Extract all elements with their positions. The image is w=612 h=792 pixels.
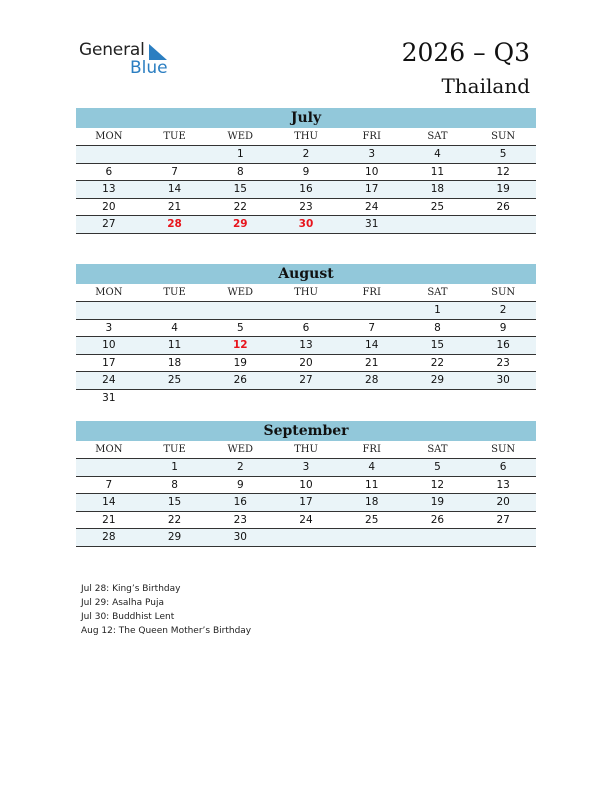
day-cell: 3 xyxy=(339,146,405,164)
day-cell: 14 xyxy=(76,494,142,512)
calendar-grid xyxy=(76,441,536,547)
day-cell: 24 xyxy=(76,372,142,390)
day-cell: 19 xyxy=(207,355,273,373)
day-cell: 26 xyxy=(470,199,536,217)
weekday-header: SAT xyxy=(405,128,471,146)
day-cell: 14 xyxy=(142,181,208,199)
period-title: 2026 – Q3 xyxy=(401,38,530,67)
day-cell: 8 xyxy=(207,164,273,182)
day-cell: 20 xyxy=(76,199,142,217)
day-cell: 14 xyxy=(339,337,405,355)
day-cell: 28 xyxy=(76,529,142,547)
month-september xyxy=(76,421,536,547)
country-title: Thailand xyxy=(441,74,530,98)
weekday-header: THU xyxy=(273,128,339,146)
day-cell: 8 xyxy=(142,477,208,495)
weekday-header: SAT xyxy=(405,441,471,459)
day-cell: 12 xyxy=(207,337,273,355)
day-cell: 8 xyxy=(405,320,471,338)
day-cell: 31 xyxy=(339,216,405,234)
day-cell: 13 xyxy=(273,337,339,355)
holiday-note: Jul 30: Buddhist Lent xyxy=(81,612,175,622)
weekday-header: MON xyxy=(76,128,142,146)
empty-cell xyxy=(470,216,536,234)
day-cell: 6 xyxy=(470,459,536,477)
holiday-note: Jul 29: Asalha Puja xyxy=(81,598,164,608)
day-cell: 25 xyxy=(405,199,471,217)
weekday-header: FRI xyxy=(339,441,405,459)
day-cell: 29 xyxy=(405,372,471,390)
day-cell: 3 xyxy=(76,320,142,338)
day-cell: 11 xyxy=(339,477,405,495)
holiday-note: Jul 28: King’s Birthday xyxy=(81,584,181,594)
day-cell: 31 xyxy=(102,391,116,404)
day-cell: 6 xyxy=(273,320,339,338)
day-cell: 12 xyxy=(405,477,471,495)
empty-cell xyxy=(339,302,405,320)
day-cell: 23 xyxy=(470,355,536,373)
weekday-header: TUE xyxy=(142,441,208,459)
day-cell: 18 xyxy=(142,355,208,373)
empty-cell xyxy=(207,390,273,407)
empty-cell xyxy=(142,146,208,164)
day-cell: 18 xyxy=(405,181,471,199)
weekday-header: MON xyxy=(76,441,142,459)
empty-cell xyxy=(142,390,208,407)
month-title: August xyxy=(76,264,536,284)
empty-cell xyxy=(405,390,471,407)
weekday-header: WED xyxy=(207,284,273,302)
day-cell: 2 xyxy=(207,459,273,477)
day-cell: 24 xyxy=(273,512,339,530)
weekday-header: THU xyxy=(273,284,339,302)
weekday-header: FRI xyxy=(339,284,405,302)
day-cell: 9 xyxy=(273,164,339,182)
logo-word-blue: Blue xyxy=(130,58,168,78)
logo-word-general: General xyxy=(79,40,145,60)
day-cell: 12 xyxy=(470,164,536,182)
weekday-header: THU xyxy=(273,441,339,459)
day-cell: 20 xyxy=(470,494,536,512)
day-cell: 28 xyxy=(339,372,405,390)
day-cell: 17 xyxy=(76,355,142,373)
day-cell: 5 xyxy=(405,459,471,477)
empty-cell xyxy=(405,216,471,234)
month-july xyxy=(76,108,536,234)
day-cell: 22 xyxy=(405,355,471,373)
weekday-header: TUE xyxy=(142,128,208,146)
day-cell: 6 xyxy=(76,164,142,182)
day-cell: 5 xyxy=(207,320,273,338)
weekday-header: SUN xyxy=(470,441,536,459)
calendar-grid xyxy=(76,284,536,406)
weekday-header: TUE xyxy=(142,284,208,302)
day-cell: 28 xyxy=(142,216,208,234)
day-cell: 4 xyxy=(339,459,405,477)
day-cell: 16 xyxy=(207,494,273,512)
day-cell: 19 xyxy=(470,181,536,199)
day-cell: 5 xyxy=(470,146,536,164)
empty-cell xyxy=(273,390,339,407)
day-cell: 4 xyxy=(142,320,208,338)
day-cell: 29 xyxy=(207,216,273,234)
empty-cell xyxy=(405,529,471,547)
day-cell: 7 xyxy=(76,477,142,495)
day-cell: 25 xyxy=(142,372,208,390)
empty-cell xyxy=(76,302,142,320)
weekday-header: SAT xyxy=(405,284,471,302)
day-cell: 18 xyxy=(339,494,405,512)
holiday-notes xyxy=(81,582,251,638)
day-cell: 30 xyxy=(207,529,273,547)
day-cell: 30 xyxy=(273,216,339,234)
month-august xyxy=(76,264,536,406)
logo xyxy=(79,40,179,80)
day-cell: 30 xyxy=(470,372,536,390)
empty-cell xyxy=(273,529,339,547)
day-cell: 27 xyxy=(470,512,536,530)
day-cell: 1 xyxy=(405,302,471,320)
day-cell: 15 xyxy=(142,494,208,512)
weekday-header: FRI xyxy=(339,128,405,146)
day-cell: 22 xyxy=(142,512,208,530)
day-cell: 11 xyxy=(405,164,471,182)
day-cell: 9 xyxy=(207,477,273,495)
day-cell: 2 xyxy=(470,302,536,320)
day-cell: 2 xyxy=(273,146,339,164)
weekday-header: MON xyxy=(76,284,142,302)
day-cell: 10 xyxy=(339,164,405,182)
empty-cell xyxy=(470,529,536,547)
day-cell: 26 xyxy=(207,372,273,390)
day-cell: 16 xyxy=(470,337,536,355)
empty-cell xyxy=(76,146,142,164)
day-cell: 26 xyxy=(405,512,471,530)
day-cell: 17 xyxy=(273,494,339,512)
day-cell: 1 xyxy=(207,146,273,164)
day-cell: 9 xyxy=(470,320,536,338)
day-cell: 27 xyxy=(273,372,339,390)
weekday-header: WED xyxy=(207,128,273,146)
holiday-note: Aug 12: The Queen Mother’s Birthday xyxy=(81,626,252,636)
day-cell: 10 xyxy=(273,477,339,495)
month-title: September xyxy=(76,421,536,441)
calendar-grid xyxy=(76,128,536,234)
day-cell: 24 xyxy=(339,199,405,217)
day-cell: 23 xyxy=(273,199,339,217)
empty-cell xyxy=(339,529,405,547)
empty-cell xyxy=(273,302,339,320)
empty-cell xyxy=(207,302,273,320)
day-cell: 21 xyxy=(142,199,208,217)
month-title: July xyxy=(76,108,536,128)
day-cell: 20 xyxy=(273,355,339,373)
day-cell: 11 xyxy=(142,337,208,355)
day-cell: 19 xyxy=(405,494,471,512)
empty-cell xyxy=(470,390,536,407)
day-cell: 17 xyxy=(339,181,405,199)
day-cell: 15 xyxy=(207,181,273,199)
weekday-header: SUN xyxy=(470,284,536,302)
day-cell: 21 xyxy=(76,512,142,530)
day-cell: 4 xyxy=(405,146,471,164)
weekday-header: WED xyxy=(207,441,273,459)
day-cell: 25 xyxy=(339,512,405,530)
day-cell: 13 xyxy=(470,477,536,495)
day-cell: 23 xyxy=(207,512,273,530)
day-cell: 3 xyxy=(273,459,339,477)
empty-cell xyxy=(76,459,142,477)
day-cell: 1 xyxy=(142,459,208,477)
day-cell: 13 xyxy=(76,181,142,199)
empty-cell xyxy=(142,302,208,320)
weekday-header: SUN xyxy=(470,128,536,146)
day-cell: 7 xyxy=(339,320,405,338)
empty-cell xyxy=(339,390,405,407)
day-cell: 21 xyxy=(339,355,405,373)
day-cell: 29 xyxy=(142,529,208,547)
day-cell: 22 xyxy=(207,199,273,217)
day-cell: 27 xyxy=(76,216,142,234)
day-cell: 15 xyxy=(405,337,471,355)
day-cell: 7 xyxy=(142,164,208,182)
day-cell: 10 xyxy=(76,337,142,355)
day-cell: 16 xyxy=(273,181,339,199)
